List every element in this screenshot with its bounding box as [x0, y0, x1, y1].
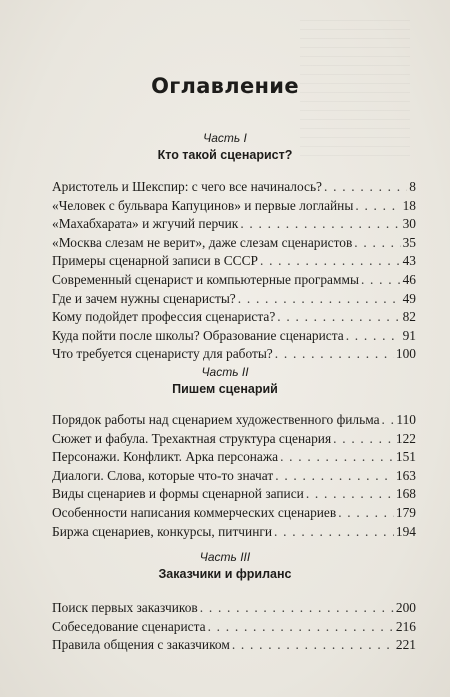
- toc-entry-title: Кому подойдет профессия сценариста?: [52, 309, 276, 325]
- dot-leader: [338, 504, 394, 523]
- toc-entry: [52, 448, 416, 467]
- toc-entry: [52, 485, 416, 504]
- dot-leader: [277, 308, 400, 327]
- toc-entry: [52, 234, 416, 253]
- toc-entry-title: Особенности написания коммерческих сценариев: [52, 504, 337, 520]
- dot-leader: [382, 411, 395, 430]
- toc-entry: [52, 215, 416, 234]
- toc-entry-title: Виды сценариев и формы сценарной записи: [52, 486, 304, 502]
- part-2-label: Часть II: [201, 365, 249, 379]
- toc-entry: [52, 178, 416, 197]
- toc-entry: [52, 599, 416, 618]
- part-1-label: Часть I: [203, 131, 247, 145]
- dot-leader: [240, 215, 400, 234]
- toc-entry-page-number: 216: [395, 618, 416, 634]
- dot-leader: [324, 178, 407, 197]
- part-2-entries: [52, 411, 416, 541]
- dot-leader: [354, 234, 400, 253]
- part-2-title: Пишем сценарий: [172, 382, 278, 396]
- dot-leader: [208, 618, 394, 637]
- toc-entry-page-number: 18: [402, 197, 416, 213]
- toc-entry: [52, 636, 416, 655]
- part-1-title: Кто такой сценарист?: [157, 148, 293, 162]
- toc-entry-title: Диалоги. Слова, которые что-то значат: [52, 467, 274, 483]
- toc-entry-title: Поиск первых заказчиков: [52, 600, 198, 615]
- toc-entry: [52, 197, 416, 216]
- toc-entry-title: Биржа сценариев, конкурсы, питчинги: [52, 523, 273, 539]
- dot-leader: [355, 197, 400, 216]
- dot-leader: [280, 448, 394, 467]
- toc-entry-title: Аристотель и Шекспир: с чего все начиналось?: [52, 179, 322, 194]
- dot-leader: [274, 523, 394, 542]
- dot-leader: [232, 636, 394, 655]
- toc-entry: [52, 504, 416, 523]
- toc-entry-page-number: 91: [402, 327, 416, 343]
- part-3-entries: [52, 599, 416, 655]
- dot-leader: [200, 599, 394, 618]
- toc-entry-title: Примеры сценарной записи в СССР: [52, 253, 258, 269]
- toc-entry: [52, 308, 416, 327]
- toc-entry-page-number: 122: [395, 430, 416, 446]
- toc-entry-title: Куда пойти после школы? Образование сценариста: [52, 327, 344, 343]
- toc-entry: [52, 327, 416, 346]
- toc-entry-title: Собеседование сценариста: [52, 618, 206, 634]
- toc-entry-page-number: 8: [409, 179, 416, 194]
- toc-entry-title: Что требуется сценаристу для работы?: [52, 346, 273, 362]
- toc-entry-page-number: 43: [402, 253, 416, 269]
- toc-entry-page-number: 46: [402, 271, 416, 287]
- toc-entry-page-number: 49: [402, 290, 416, 306]
- toc-entry-title: «Человек с бульвара Капуцинов» и первые логлайны: [52, 197, 354, 213]
- toc-entry-page-number: 221: [395, 637, 416, 653]
- toc-entry-page-number: 30: [402, 216, 416, 232]
- toc-entry-title: «Махабхарата» и жгучий перчик: [52, 216, 239, 232]
- dot-leader: [275, 467, 394, 486]
- dot-leader: [275, 345, 394, 364]
- dot-leader: [361, 271, 401, 290]
- toc-entry-page-number: 100: [395, 346, 416, 362]
- toc-entry: [52, 345, 416, 364]
- toc-entry-title: «Москва слезам не верит», даже слезам сценаристов: [52, 234, 353, 250]
- page-title: Оглавление: [151, 74, 299, 98]
- toc-entry: [52, 618, 416, 637]
- toc-entry-title: Современный сценарист и компьютерные программы: [52, 271, 359, 287]
- toc-entry-title: Где и зачем нужны сценаристы?: [52, 290, 236, 306]
- toc-entry-page-number: 194: [395, 523, 416, 539]
- part-3-title: Заказчики и фриланс: [158, 567, 292, 581]
- toc-entry-page-number: 163: [395, 467, 416, 483]
- toc-entry-page-number: 110: [396, 412, 416, 427]
- toc-entry: [52, 411, 416, 430]
- toc-entry: [52, 252, 416, 271]
- toc-entry: [52, 523, 416, 542]
- dot-leader: [346, 327, 401, 346]
- part-1-entries: [52, 178, 416, 364]
- toc-entry-page-number: 35: [402, 234, 416, 250]
- toc-entry-page-number: 200: [395, 600, 416, 615]
- dot-leader: [306, 485, 394, 504]
- toc-entry-title: Персонажи. Конфликт. Арка персонажа: [52, 449, 279, 465]
- toc-entry-page-number: 151: [395, 449, 416, 465]
- dot-leader: [333, 430, 394, 449]
- toc-entry-title: Порядок работы над сценарием художественного фильма: [52, 412, 380, 427]
- toc-entry-page-number: 168: [395, 486, 416, 502]
- toc-entry-title: Сюжет и фабула. Трехактная структура сценария: [52, 430, 332, 446]
- toc-entry-title: Правила общения с заказчиком: [52, 637, 230, 653]
- toc-entry: [52, 467, 416, 486]
- toc-entry-page-number: 82: [402, 309, 416, 325]
- toc-entry: [52, 271, 416, 290]
- part-3-label: Часть III: [199, 550, 251, 564]
- dot-leader: [238, 290, 401, 309]
- toc-entry: [52, 290, 416, 309]
- dot-leader: [260, 252, 401, 271]
- toc-entry-page-number: 179: [395, 504, 416, 520]
- toc-entry: [52, 430, 416, 449]
